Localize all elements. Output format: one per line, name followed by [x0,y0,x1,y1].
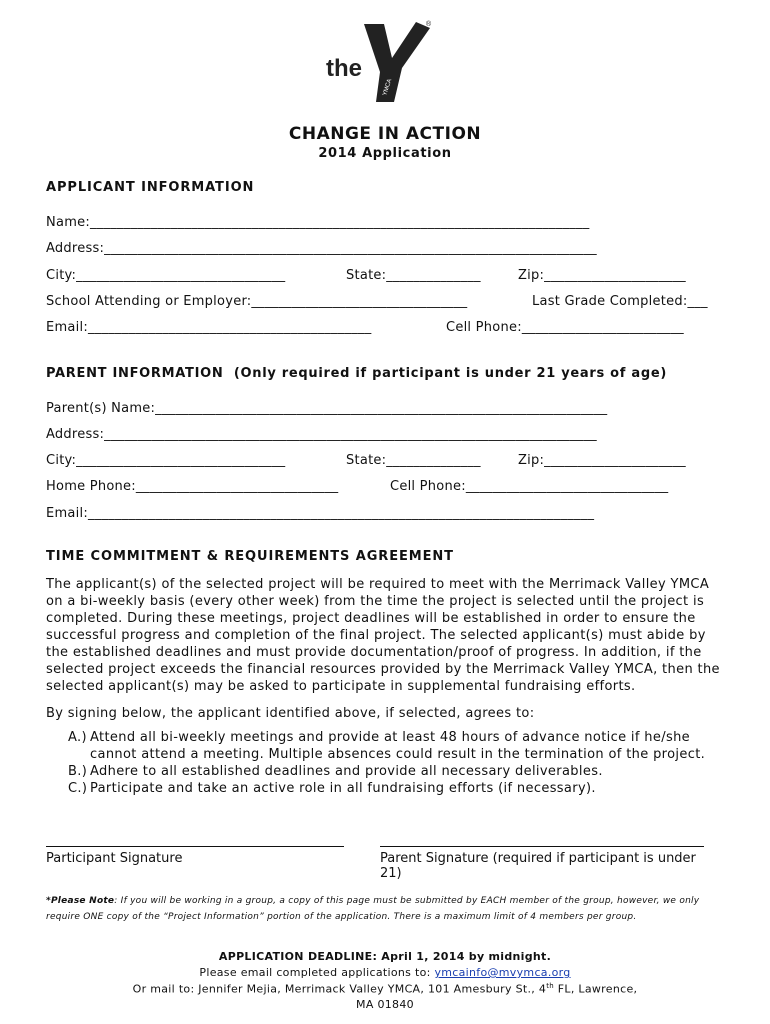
y-mark-icon [364,22,430,102]
item-text: Attend all bi-weekly meetings and provide at least 48 hours of advance notice if he/she cannot attend a meeting. Multiple absences could result in the termination of the project. [90,730,706,762]
item-label: B.) [68,764,88,779]
parent-heading: PARENT INFORMATION (Only required if participant is under 21 years of age) [46,366,668,381]
agreement-list [68,729,728,797]
item-label: A.) [68,730,87,745]
agreement-item [68,763,728,780]
email-instructions [0,966,770,979]
item-label: C.) [68,781,88,796]
applicant-city-field[interactable]: City:_______________________________ [46,268,286,283]
participant-signature-label: Participant Signature [46,851,183,866]
last-grade-field[interactable]: Last Grade Completed:___ [532,294,708,309]
agreement-item [68,729,728,763]
agreement-item [68,780,728,797]
parent-signature-line[interactable] [380,832,704,847]
applicant-email-field[interactable]: Email:__________________________________________ [46,320,372,335]
applicant-cell-field[interactable]: Cell Phone:________________________ [446,320,684,335]
parent-city-field[interactable]: City:_______________________________ [46,453,286,468]
parent-address-field[interactable]: Address:_________________________________________________________________________ [46,427,597,442]
home-phone-field[interactable]: Home Phone:______________________________ [46,479,339,494]
parent-state-field[interactable]: State:______________ [346,453,481,468]
applicant-name-field[interactable]: Name:__________________________________________________________________________ [46,215,590,230]
applicant-address-field[interactable]: Address:_________________________________________________________________________ [46,241,597,256]
parent-signature[interactable] [380,832,720,881]
logo-the-text: the [326,55,362,82]
applicant-zip-field[interactable]: Zip:_____________________ [518,268,686,283]
item-text: Adhere to all established deadlines and provide all necessary deliverables. [90,764,603,779]
parent-names-field[interactable]: Parent(s) Name:___________________________________________________________________ [46,401,608,416]
mail-instructions [0,982,770,996]
mail-prefix: Or mail to: Jennifer Mejia, Merrimack Valley YMCA, 101 Amesbury St., 4 [132,982,547,996]
participant-signature-line[interactable] [46,832,344,847]
participant-signature[interactable] [46,832,344,866]
registered-mark: ® [426,21,432,28]
applicant-heading: APPLICANT INFORMATION [46,180,255,195]
item-text: Participate and take an active role in all fundraising efforts (if necessary). [90,781,596,796]
agreement-heading: TIME COMMITMENT & REQUIREMENTS AGREEMENT [46,549,454,564]
parent-email-field[interactable]: Email:___________________________________________________________________________ [46,506,595,521]
deadline-text: APPLICATION DEADLINE: April 1, 2014 by midnight. [218,950,552,963]
parent-cell-field[interactable]: Cell Phone:______________________________ [390,479,669,494]
form-subtitle: 2014 Application [318,146,452,161]
mail-zip-line: MA 01840 [356,998,414,1011]
note-lead: *Please Note [46,896,115,906]
mail-floor-sup: th [546,982,554,990]
form-title: CHANGE IN ACTION [288,124,482,144]
logo-ymca-text: YMCA [382,78,394,97]
ymca-logo [326,18,436,104]
email-prefix: Please email completed applications to: [199,966,435,979]
group-note [46,893,726,925]
school-employer-field[interactable]: School Attending or Employer:________________________________ [46,294,468,309]
applicant-state-field[interactable]: State:______________ [346,268,481,283]
parent-signature-label: Parent Signature (required if participant is under 21) [380,851,696,881]
email-link[interactable]: ymcainfo@mvymca.org [434,966,571,979]
agreement-intro: By signing below, the applicant identified above, if selected, agrees to: [46,706,535,721]
mail-suffix: FL, Lawrence, [553,982,638,996]
note-text: : If you will be working in a group, a copy of this page must be submitted by EACH member of the group, however, we only require ONE copy of the “Project Information” portion of the application. There is a maximum limit of 4 members per group. [46,896,700,922]
agreement-body: The applicant(s) of the selected project will be required to meet with the Merrimack Valley YMCA on a bi-weekly basis (every other week) from the time the project is selected until the project is completed. During these meetings, project deadlines will be established in order to ensure the successful progress and completion of the final project. The selected applicant(s) must abide by the established deadlines and must provide documentation/proof of progress. In addition, if the selected project exceeds the financial resources provided by the Merrimack Valley YMCA, then the selected applicant(s) may be asked to participate in supplemental fundraising efforts. [46,577,720,694]
parent-zip-field[interactable]: Zip:_____________________ [518,453,686,468]
